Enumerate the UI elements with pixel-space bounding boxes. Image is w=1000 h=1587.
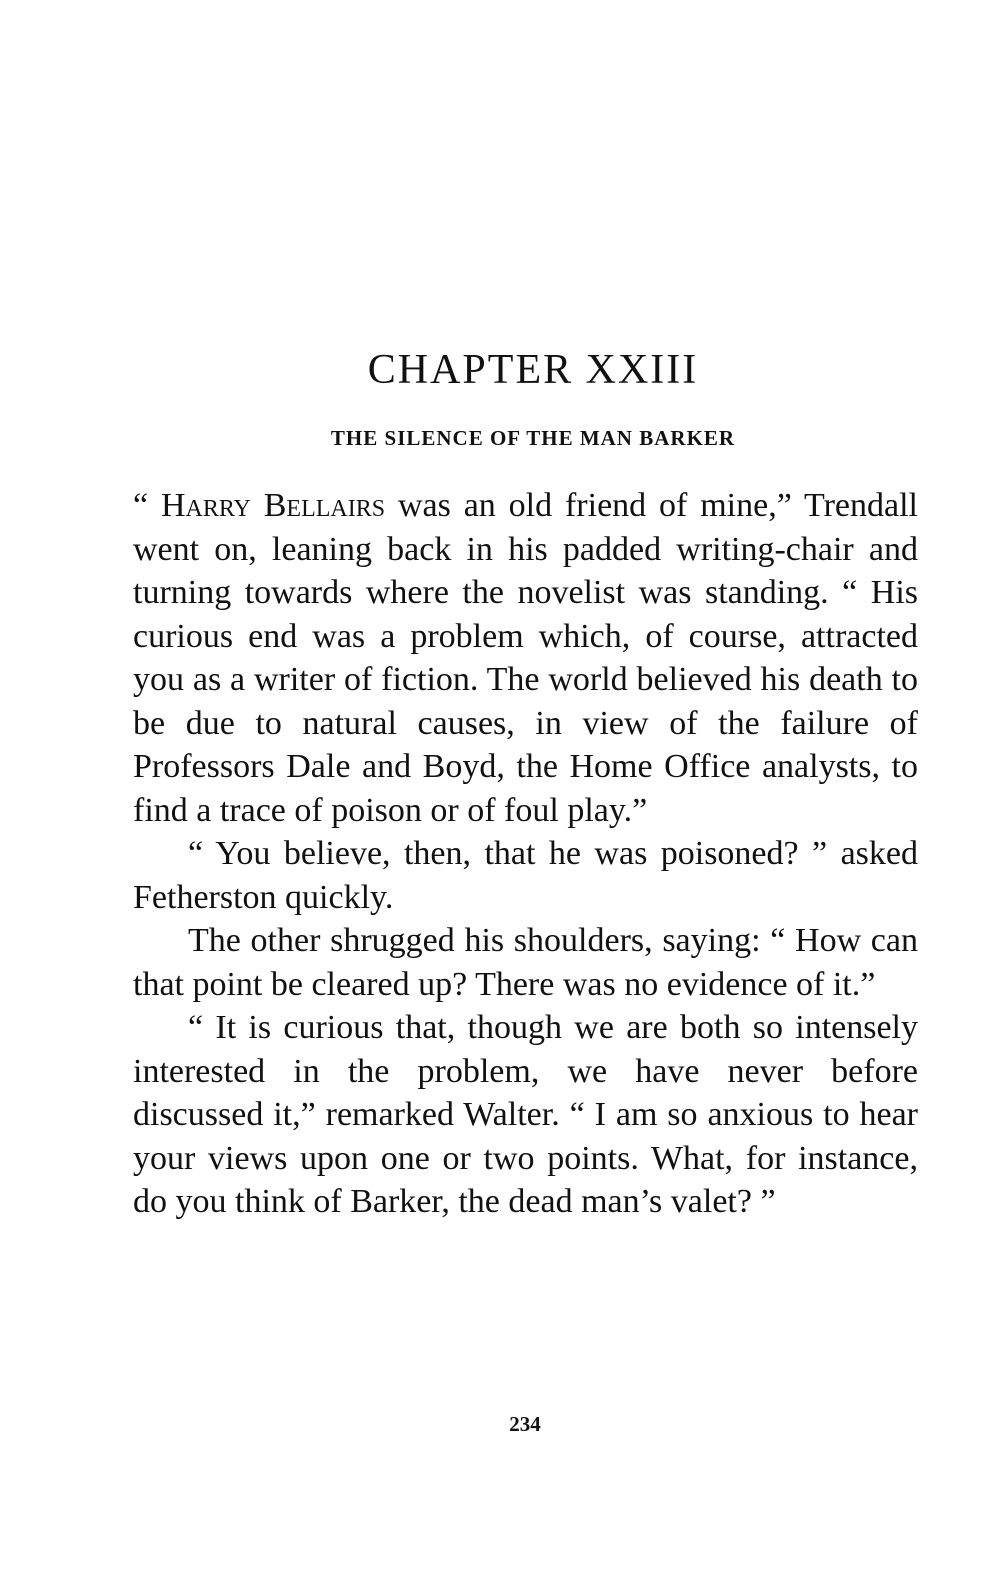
body-text bbox=[133, 484, 918, 1224]
chapter-title: CHAPTER XXIII bbox=[367, 347, 699, 393]
paragraph-1 bbox=[133, 484, 918, 832]
paragraph-3: The other shrugged his shoulders, saying: “ How can that point be cleared up? There was no evidence of it.” bbox=[133, 922, 918, 1003]
paragraph-2: “ You believe, then, that he was poisoned? ” asked Fetherston quickly. bbox=[133, 835, 918, 916]
paragraph-4: “ It is curious that, though we are both so intensely interested in the problem, we have never before discussed it,” remarked Walter. “ I am so anxious to hear your views upon one or two points. What, for instance, do you think of Barker, the dead man’s valet? ” bbox=[133, 1009, 918, 1220]
paragraph-1-lead-name: Harry Bellairs bbox=[160, 487, 386, 524]
paragraph-1-text: was an old friend of mine,” Trendall went on, leaning back in his padded writing-chair and turning towards where the novelist was standing. “ His curious end was a problem which, of course, attracted you as a writer of fiction. The world believed his death to be due to natural causes, in view of the failure of Professors Dale and Boyd, the Home Office analysts, to find a trace of poison or of foul play.” bbox=[133, 487, 919, 829]
chapter-subtitle: THE SILENCE OF THE MAN BARKER bbox=[330, 426, 736, 450]
page-number: 234 bbox=[509, 1412, 541, 1436]
paragraph-1-opening-quote: “ bbox=[133, 487, 161, 524]
